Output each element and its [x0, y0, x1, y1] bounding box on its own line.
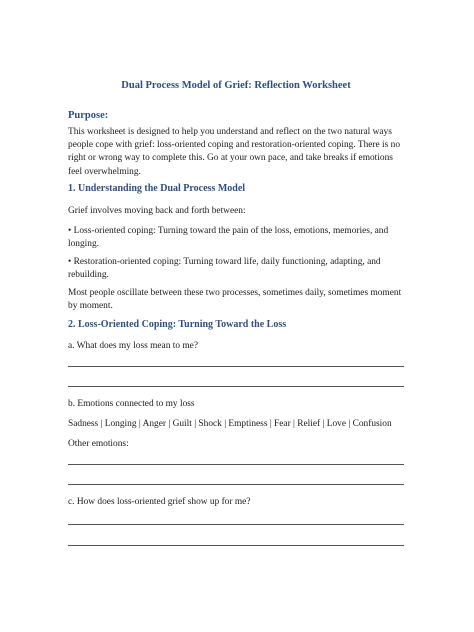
answer-line[interactable] [68, 366, 404, 367]
restoration-oriented-bullet: • Restoration-oriented coping: Turning toward life, daily functioning, adapting, and rebuilding. [68, 257, 381, 281]
question-b: b. Emotions connected to my loss [68, 399, 195, 409]
emotion-list: Sadness | Longing | Anger | Guilt | Shock | Emptiness | Fear | Relief | Love | Confusion [68, 419, 392, 429]
answer-line[interactable] [68, 464, 404, 465]
other-emotions-label: Other emotions: [68, 439, 129, 449]
section-1-intro: Grief involves moving back and forth between: [68, 206, 246, 216]
answer-line[interactable] [68, 484, 404, 485]
loss-oriented-bullet: • Loss-oriented coping: Turning toward the pain of the loss, emotions, memories, and longing. [68, 226, 389, 250]
section-2-heading: 2. Loss-Oriented Coping: Turning Toward the Loss [68, 319, 287, 330]
question-a: a. What does my loss mean to me? [68, 341, 199, 351]
answer-line[interactable] [68, 524, 404, 525]
question-c: c. How does loss-oriented grief show up for me? [68, 497, 251, 507]
purpose-text: This worksheet is designed to help you understand and reflect on the two natural ways people cope with grief: loss-oriented coping and restoration-oriented coping. There is no right or wrong way to complete this. Go at your own pace, and take breaks if emotions feel overwhelming. [68, 127, 401, 177]
section-1-heading: 1. Understanding the Dual Process Model [68, 183, 246, 194]
purpose-heading: Purpose: [68, 110, 109, 121]
page-title: Dual Process Model of Grief: Reflection Worksheet [121, 80, 351, 91]
answer-line[interactable] [68, 545, 404, 546]
answer-line[interactable] [68, 386, 404, 387]
oscillation-text: Most people oscillate between these two processes, sometimes daily, sometimes moment by moment. [68, 288, 402, 312]
